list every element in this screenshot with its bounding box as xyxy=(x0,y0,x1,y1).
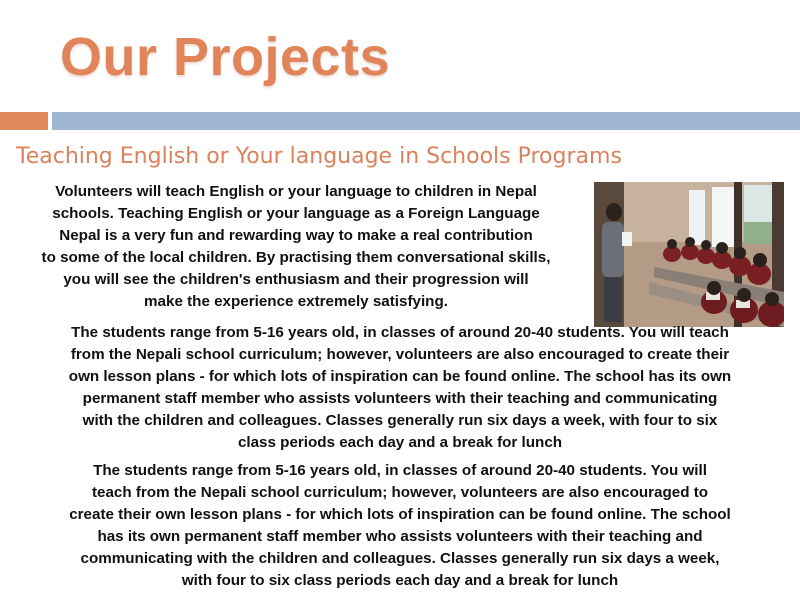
intro-paragraph xyxy=(0,181,592,313)
intro-line: to some of the local children. By practising them conversational skills, xyxy=(41,249,551,266)
students-paragraph xyxy=(0,322,800,454)
paragraph-line: communicating with the children and colleagues. Classes generally run six days a week, xyxy=(80,550,720,567)
intro-line: make the experience extremely satisfying. xyxy=(144,293,448,310)
students-paragraph-repeat xyxy=(14,460,786,592)
section-subtitle: Teaching English or Your language in Schools Programs xyxy=(16,144,622,169)
paragraph-line: class periods each day and a break for lunch xyxy=(237,434,563,451)
intro-line: schools. Teaching English or your language as a Foreign Language xyxy=(52,205,540,222)
page-title: Our Projects xyxy=(60,27,391,87)
paragraph-line: own lesson plans - for which lots of inspiration can be found online. The school has its own xyxy=(68,368,732,385)
intro-line: Nepal is a very fun and rewarding way to make a real contribution xyxy=(59,227,533,244)
paragraph-line: with the children and colleagues. Classes generally run six days a week, with four to six xyxy=(82,412,718,429)
intro-line: Volunteers will teach English or your language to children in Nepal xyxy=(55,183,537,200)
paragraph-line: from the Nepali school curriculum; however, volunteers are also encouraged to create their xyxy=(70,346,730,363)
accent-bar-left xyxy=(0,112,48,130)
intro-line: you will see the children's enthusiasm and their progression will xyxy=(63,271,529,288)
classroom-photo-image xyxy=(594,182,784,327)
accent-bar-right xyxy=(52,112,800,130)
paragraph-line: has its own permanent staff member who assists volunteers with their teaching and xyxy=(97,528,703,545)
classroom-photo xyxy=(594,182,784,327)
paragraph-line: The students range from 5-16 years old, in classes of around 20-40 students. You will teach xyxy=(71,324,729,341)
paragraph-line: teach from the Nepali school curriculum; however, volunteers are also encouraged to xyxy=(91,484,709,501)
paragraph-line: with four to six class periods each day and a break for lunch xyxy=(181,572,619,589)
paragraph-line: create their own lesson plans - for which lots of inspiration can be found online. The school xyxy=(69,506,731,523)
paragraph-line: permanent staff member who assists volunteers with their teaching and communicating xyxy=(82,390,718,407)
paragraph-line: The students range from 5-16 years old, in classes of around 20-40 students. You will xyxy=(93,462,707,479)
